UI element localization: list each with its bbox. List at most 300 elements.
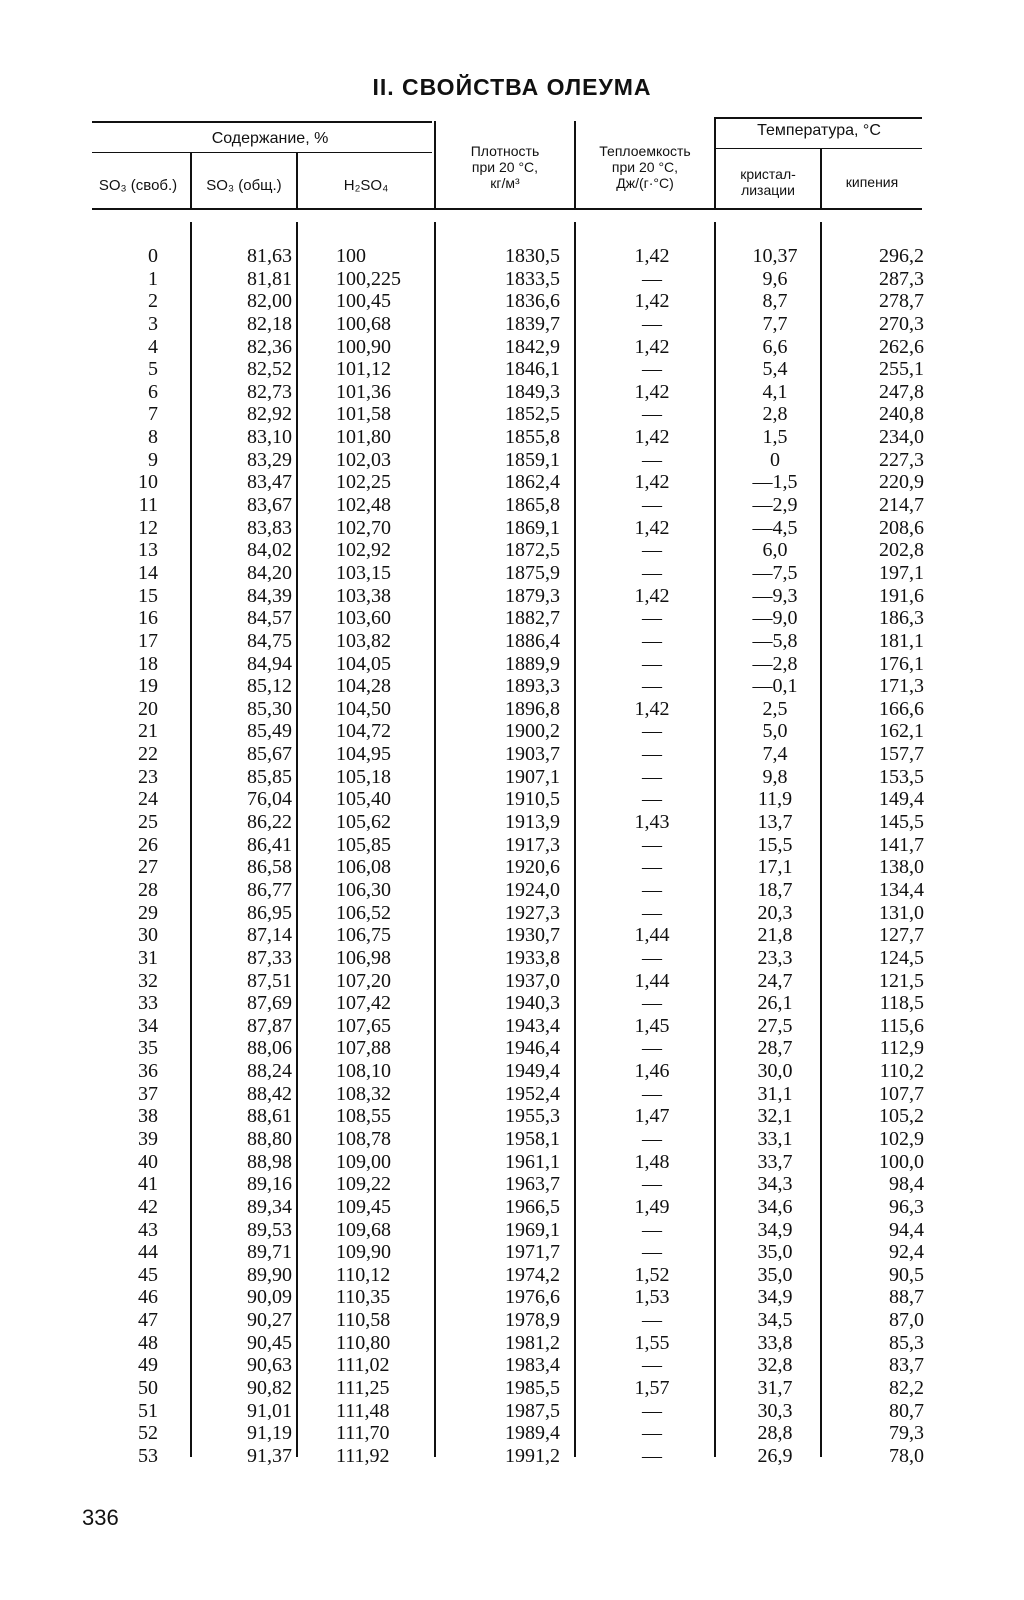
table-cell: 1,42 [634,290,670,313]
table-cell: 20 [138,697,158,720]
table-cell: 110,35 [336,1286,391,1309]
table-cell: 1961,1 [505,1150,560,1173]
table-cell: 1,42 [634,335,670,358]
table-cell: 102,9 [879,1127,924,1150]
table-cell: 149,4 [879,788,924,811]
header-density-line3: кг/м³ [490,175,520,191]
table-cell: — [642,1127,662,1150]
table-cell: 1,43 [634,811,670,834]
table-cell: 240,8 [879,403,924,426]
table-cell: 101,80 [336,426,391,449]
table-cell: 39 [138,1127,158,1150]
table-cell: 2,5 [762,697,788,720]
table-cell: — [642,1218,662,1241]
table-cell: 111,70 [336,1422,390,1445]
table-cell: — [642,1037,662,1060]
table-cell: 1,44 [634,924,670,947]
table-cell: 82,18 [247,312,292,335]
table-cell: 1910,5 [505,788,560,811]
table-cell: 10,37 [752,245,798,267]
table-cell: 1966,5 [505,1195,560,1218]
table-cell: 1,55 [634,1331,670,1354]
table-cell: 1,42 [634,245,670,267]
table-cell: 1,42 [634,697,670,720]
table-cell: — [642,652,662,675]
table-cell: 1920,6 [505,856,560,879]
table-cell: 1963,7 [505,1173,560,1196]
header-cryst-line2: лизации [741,182,795,198]
table-cell: 1,44 [634,969,670,992]
table-cell: — [642,743,662,766]
table-cell: 1889,9 [505,652,560,675]
table-cell: 34 [138,1014,158,1037]
table-cell: 88,98 [247,1150,292,1173]
table-cell: 32,8 [757,1354,793,1377]
table-cell: 88,42 [247,1082,292,1105]
table-cell: 47 [138,1309,158,1332]
table-cell: 31,7 [757,1377,793,1400]
table-cell: 33,7 [757,1150,793,1173]
table-cell: 45 [138,1263,158,1286]
table-cell: 32,1 [757,1105,793,1128]
table-cell: 85,67 [247,743,292,766]
table-cell: 13 [138,539,158,562]
table-cell: 109,45 [336,1195,391,1218]
table-cell: 234,0 [879,426,924,449]
table-cell: 247,8 [879,380,924,403]
table-cell: 111,25 [336,1377,390,1400]
table-cell: 76,04 [247,788,292,811]
table-cell: — [642,448,662,471]
table-cell: 1,42 [634,516,670,539]
table-cell: 191,6 [879,584,924,607]
table-cell: 4,1 [762,380,788,403]
table-cell: 92,4 [889,1241,924,1264]
table-cell: 104,50 [336,697,391,720]
table-cell: 11 [138,494,158,517]
table-cell: 27,5 [757,1014,793,1037]
table-cell: 1833,5 [505,267,560,290]
table-cell: 33,8 [757,1331,793,1354]
table-cell: 21,8 [757,924,793,947]
table-cell: 8 [148,426,158,449]
table-cell: 100,0 [879,1150,924,1173]
column-divider [190,222,192,1457]
table-cell: 100 [336,245,366,267]
table-cell: 2,8 [762,403,788,426]
table-cell: — [642,765,662,788]
table-cell: 103,60 [336,607,391,630]
table-cell: 1955,3 [505,1105,560,1128]
table-cell: 1969,1 [505,1218,560,1241]
table-cell: 1917,3 [505,833,560,856]
table-cell: 90,63 [247,1354,292,1377]
table-cell: 86,41 [247,833,292,856]
table-cell: 171,3 [879,675,924,698]
table-cell: 91,19 [247,1422,292,1445]
table-cell: 88,61 [247,1105,292,1128]
table-cell: 1865,8 [505,494,560,517]
table-cell: 1,49 [634,1195,670,1218]
table-cell: 9,6 [762,267,788,290]
content-group-underline [92,152,432,153]
table-cell: 19 [138,675,158,698]
table-cell: 29 [138,901,158,924]
table-cell: 1869,1 [505,516,560,539]
table-cell: 84,94 [247,652,292,675]
table-cell: 34,3 [757,1173,793,1196]
table-cell: 102,48 [336,494,391,517]
table-cell: 23,3 [757,946,793,969]
table-cell: — [642,267,662,290]
table-cell: 1927,3 [505,901,560,924]
table-cell: 1940,3 [505,992,560,1015]
column-heat-capacity [620,245,684,1468]
table-cell: 3 [148,312,158,335]
table-cell: 37 [138,1082,158,1105]
table-cell: 105,62 [336,811,391,834]
table-cell: 86,77 [247,878,292,901]
table-cell: — [642,720,662,743]
table-cell: 1872,5 [505,539,560,562]
table-cell: 100,90 [336,335,391,358]
table-cell: 181,1 [879,629,924,652]
table-cell: 1,57 [634,1377,670,1400]
table-cell: 287,3 [879,267,924,290]
table-cell: 2 [148,290,158,313]
table-cell: 83,10 [247,426,292,449]
column-so3-free [108,245,158,1468]
table-cell: 141,7 [879,833,924,856]
table-cell: 1,42 [634,380,670,403]
table-cell: 10 [138,471,158,494]
table-cell: 153,5 [879,765,924,788]
table-cell: 1971,7 [505,1241,560,1264]
table-cell: 6,6 [762,335,788,358]
table-cell: 84,75 [247,629,292,652]
table-cell: 1983,4 [505,1354,560,1377]
table-cell: — [642,561,662,584]
table-cell: 162,1 [879,720,924,743]
table-cell: 1924,0 [505,878,560,901]
table-cell: 1976,6 [505,1286,560,1309]
table-cell: 88,24 [247,1060,292,1083]
table-cell: 24,7 [757,969,793,992]
table-cell: 15,5 [757,833,793,856]
table-cell: 82,00 [247,290,292,313]
table-cell: 91,01 [247,1399,292,1422]
table-cell: 176,1 [879,652,924,675]
table-cell: 52 [138,1422,158,1445]
table-cell: 103,38 [336,584,391,607]
table-cell: 41 [138,1173,158,1196]
table-cell: 1839,7 [505,312,560,335]
table-cell: 1862,4 [505,471,560,494]
table-cell: — [642,675,662,698]
table-cell: — [642,992,662,1015]
table-cell: 40 [138,1150,158,1173]
table-cell: 101,36 [336,380,391,403]
table-cell: 1913,9 [505,811,560,834]
table-cell: 102,70 [336,516,391,539]
table-cell: 1946,4 [505,1037,560,1060]
table-cell: 34,9 [757,1218,793,1241]
table-cell: 105,85 [336,833,391,856]
table-cell: 1930,7 [505,924,560,947]
table-cell: — [642,403,662,426]
table-cell: 31 [138,946,158,969]
table-cell: 83,67 [247,494,292,517]
table-cell: 1974,2 [505,1263,560,1286]
table-cell: 86,22 [247,811,292,834]
table-top-rule-left [92,121,432,123]
table-cell: 270,3 [879,312,924,335]
table-cell: 110,2 [879,1060,924,1083]
temp-group-underline [716,148,922,149]
table-cell: 42 [138,1195,158,1218]
table-cell: 82,73 [247,380,292,403]
table-cell: 106,75 [336,924,391,947]
page-number: 336 [82,1505,119,1530]
table-cell: — [642,539,662,562]
table-cell: 96,3 [889,1195,924,1218]
table-cell: 27 [138,856,158,879]
table-cell: 44 [138,1241,158,1264]
header-density [436,143,574,191]
table-cell: 1836,6 [505,290,560,313]
header-temperature-group: Температура, °С [757,122,881,139]
table-cell: 34,6 [757,1195,793,1218]
table-cell: 1952,4 [505,1082,560,1105]
table-cell: 15 [138,584,158,607]
table-cell: 86,58 [247,856,292,879]
table-cell: 28,8 [757,1422,793,1445]
table-cell: 34,5 [757,1309,793,1332]
table-cell: 28,7 [757,1037,793,1060]
table-cell: 26 [138,833,158,856]
table-cell: 82,52 [247,358,292,381]
page-title: II. СВОЙСТВА ОЛЕУМА [372,74,652,100]
table-cell: 104,95 [336,743,391,766]
table-cell: 108,78 [336,1127,391,1150]
table-cell: 17 [138,629,158,652]
table-cell: 87,51 [247,969,292,992]
table-cell: 111,48 [336,1399,390,1422]
table-cell: 24 [138,788,158,811]
table-cell: 1,42 [634,471,670,494]
table-cell: 1849,3 [505,380,560,403]
header-content-group: Содержание, % [211,130,329,147]
table-cell: 157,7 [879,743,924,766]
table-cell: — [642,878,662,901]
table-cell: 1886,4 [505,629,560,652]
table-cell: 109,22 [336,1173,391,1196]
table-cell: 82,2 [889,1377,924,1400]
table-cell: 110,12 [336,1263,391,1286]
table-cell: 1,42 [634,426,670,449]
table-cell: 106,52 [336,901,391,924]
table-cell: 1,5 [762,426,788,449]
header-heat-line3: Дж/(г·°С) [616,175,674,191]
table-cell: 1855,8 [505,426,560,449]
table-cell: 296,2 [879,245,924,267]
table-cell: 104,72 [336,720,391,743]
table-cell: — [642,788,662,811]
table-cell: — [642,1399,662,1422]
table-cell: 106,30 [336,878,391,901]
table-cell: 131,0 [879,901,924,924]
table-cell: 111,02 [336,1354,390,1377]
table-cell: 220,9 [879,471,924,494]
table-cell: 1859,1 [505,448,560,471]
table-cell: 1,47 [634,1105,670,1128]
table-cell: 98,4 [889,1173,924,1196]
table-cell: 1937,0 [505,969,560,992]
table-cell: 1,42 [634,584,670,607]
table-cell: 278,7 [879,290,924,313]
table-cell: 103,82 [336,629,391,652]
table-cell: 105,18 [336,765,391,788]
table-cell: 1,45 [634,1014,670,1037]
header-bottom-rule [92,208,922,210]
table-cell: 108,10 [336,1060,391,1083]
table-cell: 89,71 [247,1241,292,1264]
table-cell: 1,46 [634,1060,670,1083]
table-cell: 134,4 [879,878,924,901]
column-divider [296,222,298,1457]
table-cell: 83,83 [247,516,292,539]
table-cell: 7,7 [762,312,788,335]
column-divider [574,222,576,1457]
table-cell: 33,1 [757,1127,793,1150]
table-cell: 23 [138,765,158,788]
table-cell: 31,1 [757,1082,793,1105]
table-cell: 88,7 [889,1286,924,1309]
table-cell: 82,92 [247,403,292,426]
table-cell: 1903,7 [505,743,560,766]
table-cell: — [642,1444,662,1467]
table-cell: —2,8 [752,652,798,675]
table-cell: 34,9 [757,1286,793,1309]
header-so3-free: SO₃ (своб.) [98,177,178,194]
header-crystallization [716,166,820,198]
table-cell: 82,36 [247,335,292,358]
table-cell: 87,0 [889,1309,924,1332]
table-cell: 106,98 [336,946,391,969]
table-cell: 17,1 [757,856,793,879]
table-cell: 20,3 [757,901,793,924]
column-crystallization-temp [740,245,810,1468]
table-cell: 100,68 [336,312,391,335]
header-cryst-line1: кристал- [740,166,796,182]
table-cell: 89,16 [247,1173,292,1196]
table-cell: 90,82 [247,1377,292,1400]
table-cell: 94,4 [889,1218,924,1241]
table-cell: 84,57 [247,607,292,630]
table-cell: 100,225 [336,267,401,290]
table-cell: 110,80 [336,1331,391,1354]
table-cell: 108,32 [336,1082,391,1105]
table-cell: 18,7 [757,878,793,901]
table-cell: 1943,4 [505,1014,560,1037]
table-cell: 102,25 [336,471,391,494]
table-cell: 106,08 [336,856,391,879]
table-cell: 49 [138,1354,158,1377]
table-cell: 118,5 [879,992,924,1015]
table-cell: 107,88 [336,1037,391,1060]
table-cell: 107,65 [336,1014,391,1037]
table-cell: 51 [138,1399,158,1422]
table-cell: 6,0 [762,539,788,562]
table-cell: 21 [138,720,158,743]
column-so3-total [216,245,292,1468]
header-heat-line2: при 20 °С, [611,159,679,175]
table-cell: —5,8 [752,629,798,652]
table-cell: 89,90 [247,1263,292,1286]
table-cell: 1985,5 [505,1377,560,1400]
column-boiling-temp [836,245,924,1468]
table-cell: 26,1 [757,992,793,1015]
table-cell: — [642,1422,662,1445]
table-cell: 6 [148,380,158,403]
table-cell: 145,5 [879,811,924,834]
table-cell: 1,48 [634,1150,670,1173]
table-cell: —7,5 [752,561,798,584]
table-cell: 5 [148,358,158,381]
table-cell: 18 [138,652,158,675]
table-cell: 85,3 [889,1331,924,1354]
table-cell: — [642,629,662,652]
table-cell: 1,52 [634,1263,670,1286]
table-cell: 48 [138,1331,158,1354]
table-cell: 111,92 [336,1444,390,1467]
column-divider [820,222,822,1457]
table-cell: 78,0 [889,1444,924,1467]
table-cell: 80,7 [889,1399,924,1422]
table-cell: 83,29 [247,448,292,471]
table-cell: —0,1 [752,675,798,698]
table-cell: 8,7 [762,290,788,313]
table-cell: 85,30 [247,697,292,720]
table-cell: 33 [138,992,158,1015]
table-cell: 104,28 [336,675,391,698]
table-cell: — [642,946,662,969]
table-cell: 109,00 [336,1150,391,1173]
table-cell: 35,0 [757,1263,793,1286]
table-cell: 1907,1 [505,765,560,788]
table-cell: — [642,494,662,517]
table-cell: 88,80 [247,1127,292,1150]
table-cell: 1991,2 [505,1444,560,1467]
table-cell: —2,9 [752,494,798,517]
header-so3-total: SO₃ (общ.) [206,177,282,194]
table-cell: 87,69 [247,992,292,1015]
table-cell: 38 [138,1105,158,1128]
table-cell: 1949,4 [505,1060,560,1083]
table-cell: 16 [138,607,158,630]
table-cell: 1852,5 [505,403,560,426]
table-cell: 22 [138,743,158,766]
table-cell: 0 [148,245,158,267]
header-boiling: кипения [845,174,899,190]
table-cell: 104,05 [336,652,391,675]
table-cell: 14 [138,561,158,584]
header-density-line1: Плотность [470,143,540,159]
table-cell: 105,2 [879,1105,924,1128]
table-cell: 1875,9 [505,561,560,584]
table-cell: 109,90 [336,1241,391,1264]
table-cell: 90,27 [247,1309,292,1332]
